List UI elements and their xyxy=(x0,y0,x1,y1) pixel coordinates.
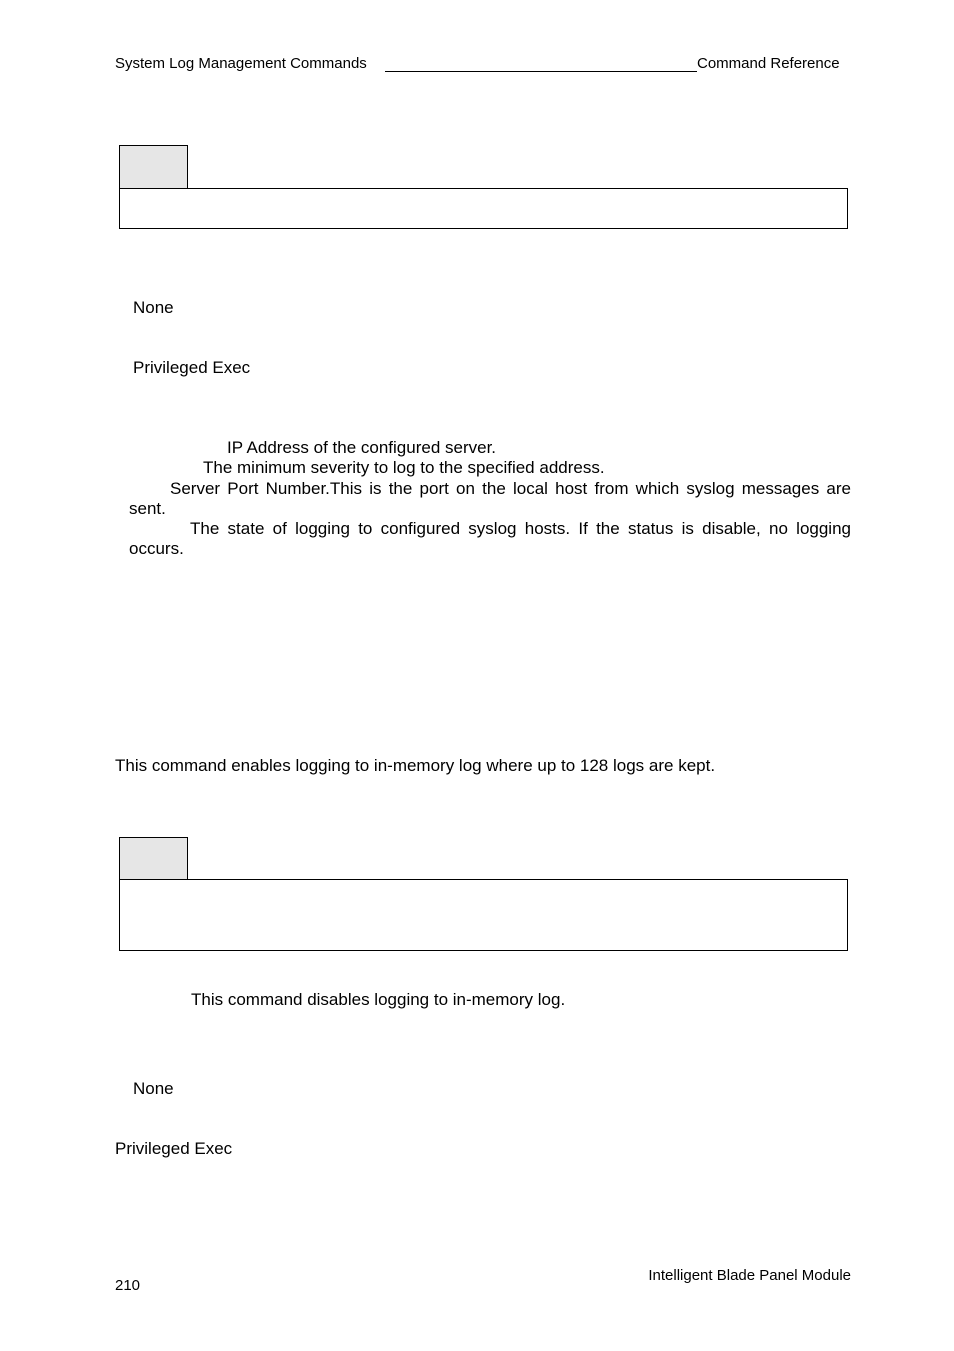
field-status: The state of logging to configured syslog hosts. If the status is disable, no logging occurs. xyxy=(129,519,851,558)
command-format-tab-2 xyxy=(119,837,188,880)
running-footer-product: Intelligent Blade Panel Module xyxy=(648,1267,851,1284)
command-mode-2: Privileged Exec xyxy=(115,1139,233,1158)
command-mode: Privileged Exec xyxy=(133,358,251,377)
field-severity: The minimum severity to log to the specified address. xyxy=(203,458,605,477)
default-value-2: None xyxy=(133,1079,174,1098)
running-header-right: Command Reference xyxy=(697,55,840,72)
field-port: Server Port Number.This is the port on the local host from which syslog messages are sent. xyxy=(129,479,851,518)
no-form-description: This command disables logging to in-memory log. xyxy=(191,990,566,1009)
page-number: 210 xyxy=(115,1277,141,1294)
command-format-box xyxy=(119,188,848,229)
command-format-box-2 xyxy=(119,879,848,951)
running-header-left: System Log Management Commands xyxy=(115,55,367,72)
header-rule xyxy=(385,55,697,72)
command-format-tab xyxy=(119,145,188,189)
command-description: This command enables logging to in-memory log where up to 128 logs are kept. xyxy=(115,756,716,775)
default-value: None xyxy=(133,298,174,317)
field-ip-address: IP Address of the configured server. xyxy=(227,438,497,457)
